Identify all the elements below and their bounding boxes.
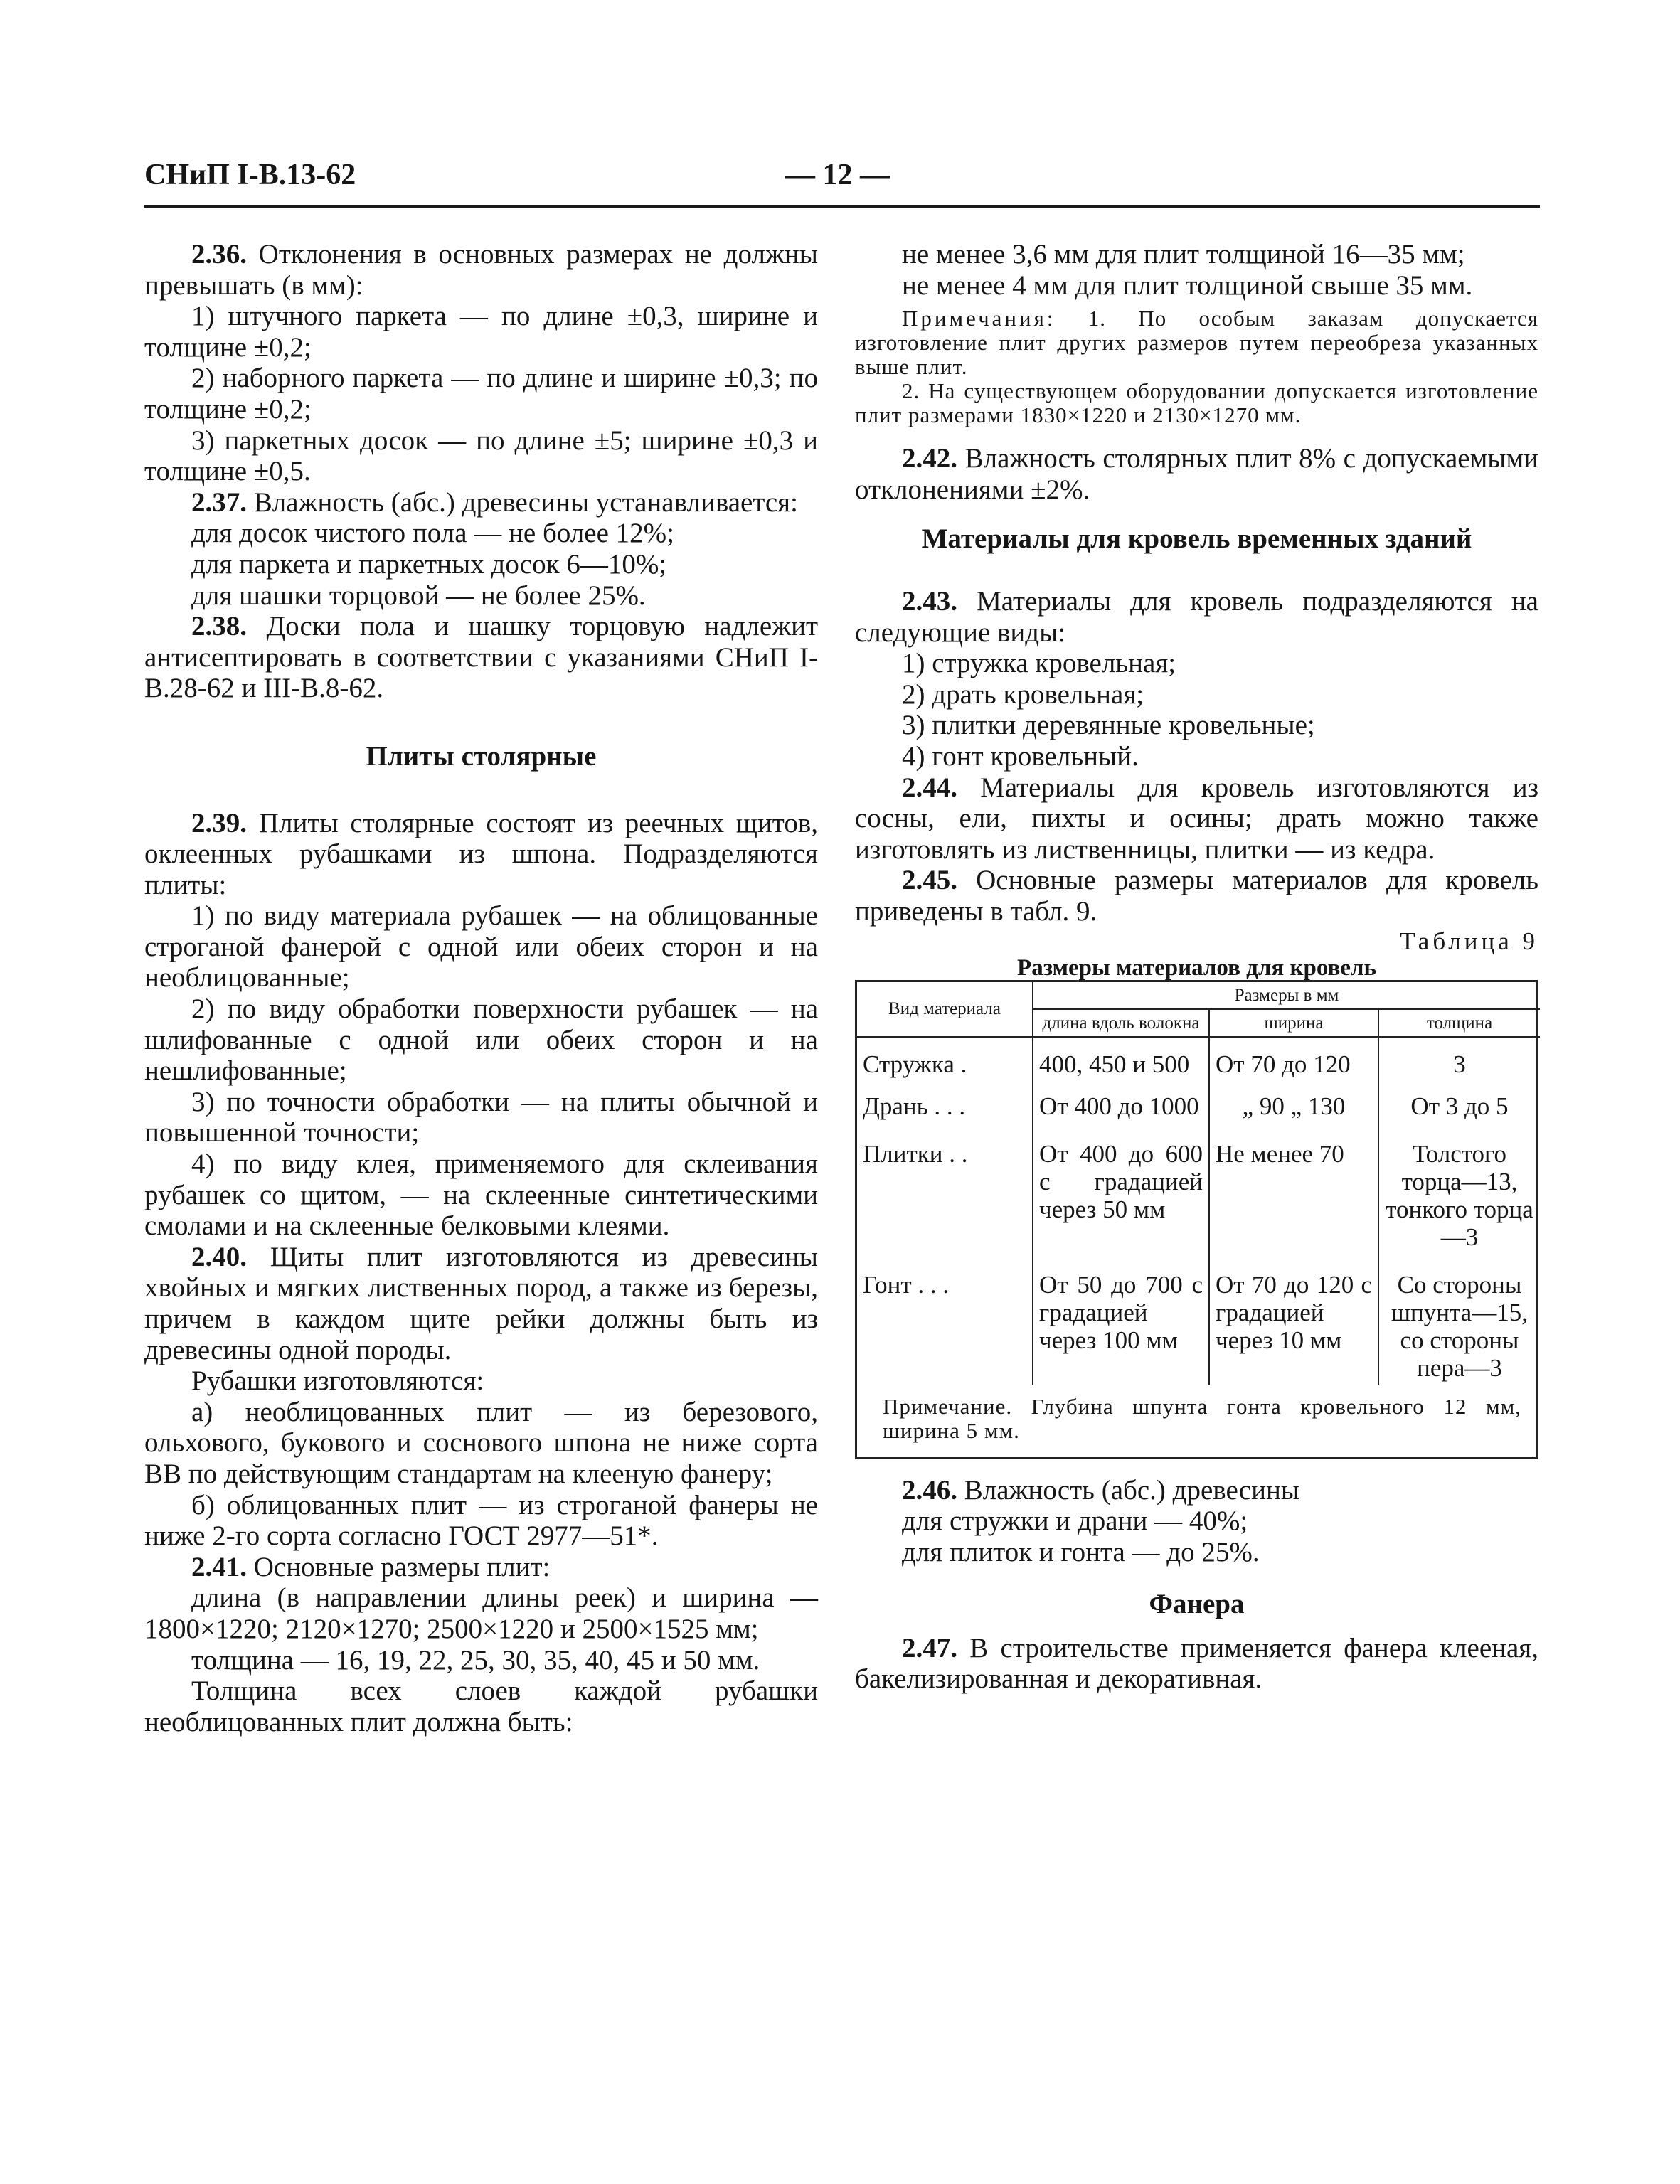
clause-number: 2.41. <box>191 1551 247 1582</box>
paragraph-text: Отклонения в основных размерах не должны превышать (в мм): <box>144 239 818 301</box>
left-column <box>144 239 818 1737</box>
header-dlina: длина вдоль волокна <box>1033 1009 1209 1037</box>
clause-number: 2.47. <box>902 1632 957 1663</box>
list-item: для стружки и драни — 40%; <box>902 1506 1248 1537</box>
header-razmery: Размеры в мм <box>1033 982 1540 1009</box>
paragraph-text: Щиты плит изготовляются из древесины хвойных и мягких лиственных пород, а также из березы, причем в каждом щите рейки должны быть из древесины одной породы. <box>144 1241 819 1365</box>
clause-number: 2.37. <box>191 486 247 518</box>
paragraph-text: Толщина всех слоев каждой рубашки необлицованных плит должна быть: <box>144 1676 818 1737</box>
list-item: 4) по виду клея, применяемого для склеивания рубашек со щитом, — на склеенные синтетическими смолами и на склеенные белковыми клеями. <box>144 1149 818 1242</box>
notes-block <box>855 307 1538 427</box>
table-9 <box>855 980 1538 1459</box>
cell-tolshina: 3 <box>1378 1037 1540 1081</box>
materials-table <box>857 982 1540 1385</box>
page-number: — 12 — <box>785 159 890 191</box>
list-item: б) облицованных плит — из строганой фанеры не ниже 2-го сорта согласно ГОСТ 2977—51*. <box>144 1489 818 1552</box>
clause-number: 2.44. <box>902 772 957 803</box>
list-item: для досок чистого пола — не более 12%; <box>191 518 674 549</box>
list-item: а) необлицованных плит — из березового, ольхового, букового и соснового шпона не ниже сорта ВВ по действующим стандартам на клееную фанеру; <box>144 1396 818 1489</box>
paragraph-2-40 <box>144 1242 818 1365</box>
list-item: 1) по виду материала рубашек — на облицованные строганой фанерой с одной или обеих сторон и на необлицованные; <box>144 900 818 994</box>
cell-name: Гонт . . . <box>863 1270 950 1299</box>
paragraph-text: Основные размеры материалов для кровель приведены в табл. 9. <box>855 865 1539 927</box>
cell-tolshina: Толстого торца—13, тонкого торца—3 <box>1378 1123 1540 1254</box>
table-note: Примечание. Глубина шпунта гонта кровельного 12 мм, ширина 5 мм. <box>883 1393 1521 1443</box>
clause-number: 2.43. <box>902 585 957 617</box>
list-item: 3) по точности обработки — на плиты обычной и повышенной точности; <box>144 1086 818 1149</box>
clause-number: 2.45. <box>902 865 957 896</box>
list-item: 2) драть кровельная; <box>902 678 1144 710</box>
clause-number: 2.38. <box>191 611 247 642</box>
cell-name: Плитки . . <box>863 1139 968 1168</box>
paragraph-2-39 <box>144 808 818 901</box>
document-code: СНиП I-В.13-62 <box>144 159 356 191</box>
paragraph-2-47 <box>855 1633 1538 1695</box>
cell-shirina: От 70 до 120 с градацией через 10 мм <box>1209 1254 1378 1385</box>
table-title: Размеры материалов для кровель <box>1017 954 1376 981</box>
list-item: 2) наборного паркета — по длине и ширине ±0,3; по толщине ±0,2; <box>144 363 818 425</box>
note-2: 2. На существующем оборудовании допускается изготовление плит размерами 1830×1220 и 2130×1270 мм. <box>855 378 1538 428</box>
cell-shirina: От 70 до 120 <box>1209 1037 1378 1081</box>
paragraph-2-37 <box>144 487 818 518</box>
paragraph-2-46 <box>855 1475 1538 1506</box>
paragraph-2-43 <box>855 586 1538 648</box>
cell-dlina: От 50 до 700 с градацией через 100 мм <box>1033 1254 1209 1385</box>
paragraph-text: Плиты столярные состоят из реечных щитов, оклеенных рубашками из шпона. Подразделяются плиты: <box>144 807 818 900</box>
paragraph-text: Материалы для кровель изготовляются из сосны, ели, пихты и осины; драть можно также изготовлять из лиственницы, плитки — из кедра. <box>855 772 1538 865</box>
paragraph-2-41 <box>144 1552 818 1583</box>
paragraph-text: В строительстве применяется фанера клееная, бакелизированная и декоративная. <box>855 1632 1538 1695</box>
table-row <box>857 1123 1540 1254</box>
paragraph-text: Доски пола и шашку торцовую надлежит антисептировать в соответствии с указаниями СНиП I-В.28-62 и III-В.8-62. <box>144 611 819 704</box>
list-item: 1) штучного паркета — по длине ±0,3, ширине и толщине ±0,2; <box>144 301 818 363</box>
list-item: не менее 3,6 мм для плит толщиной 16—35 мм; <box>902 239 1465 270</box>
cell-tolshina: От 3 до 5 <box>1378 1081 1540 1123</box>
table-row <box>857 1037 1540 1081</box>
cell-shirina: Не менее 70 <box>1209 1123 1378 1254</box>
list-item: для плиток и гонта — до 25%. <box>902 1536 1260 1567</box>
header-shirina: ширина <box>1209 1009 1378 1037</box>
cell-dlina: 400, 450 и 500 <box>1033 1037 1209 1081</box>
table-caption: Таблица 9 <box>1400 927 1538 955</box>
clause-number: 2.36. <box>191 239 247 270</box>
section-heading-krovli: Материалы для кровель временных зданий <box>921 523 1472 555</box>
paragraph-2-44 <box>855 772 1538 865</box>
cell-name: Дрань . . . <box>863 1092 966 1120</box>
table-row <box>857 1081 1540 1123</box>
paragraph-text: Влажность (абс.) древесины <box>964 1474 1300 1506</box>
list-item: 2) по виду обработки поверхности рубашек — на шлифованные с одной или обеих сторон и на нешлифованные; <box>144 994 818 1087</box>
list-item: 4) гонт кровельный. <box>902 740 1139 772</box>
list-item: 3) плитки деревянные кровельные; <box>902 710 1315 741</box>
cell-dlina: От 400 до 600 с градацией через 50 мм <box>1033 1123 1209 1254</box>
cell-name: Стружка . <box>863 1050 967 1078</box>
header-tolshina: толщина <box>1378 1009 1540 1037</box>
paragraph-text: Материалы для кровель подразделяются на следующие виды: <box>855 585 1538 648</box>
table-header-row <box>857 982 1540 1009</box>
note-1 <box>855 307 1538 379</box>
paragraph-2-42 <box>855 443 1538 505</box>
clause-number: 2.39. <box>191 807 247 838</box>
list-item: длина (в направлении длины реек) и ширина — 1800×1220; 2120×1270; 2500×1220 и 2500×1525 мм; <box>144 1582 818 1644</box>
cell-dlina: От 400 до 1000 <box>1033 1081 1209 1123</box>
right-column <box>855 239 1538 1695</box>
paragraph-text: Рубашки изготовляются: <box>191 1365 484 1397</box>
note-text: 1. По особым заказам допускается изготовление плит других размеров путем переобреза указанных выше плит. <box>855 306 1538 380</box>
section-heading-plity: Плиты столярные <box>366 740 597 772</box>
list-item: 1) стружка кровельная; <box>902 648 1176 679</box>
clause-number: 2.40. <box>191 1241 247 1272</box>
paragraph-2-45 <box>855 865 1538 927</box>
list-item: для паркета и паркетных досок 6—10%; <box>191 548 667 580</box>
list-item: для шашки торцовой — не более 25%. <box>191 580 646 611</box>
clause-number: 2.42. <box>902 443 957 474</box>
notes-label: Примечания: <box>902 306 1056 331</box>
paragraph-text: Влажность (абс.) древесины устанавливается: <box>253 486 798 518</box>
cell-shirina: „ 90 „ 130 <box>1209 1081 1378 1123</box>
paragraph-2-38 <box>144 611 818 704</box>
paragraph-2-36 <box>144 239 818 301</box>
paragraph-text: Влажность столярных плит 8% с допускаемыми отклонениями ±2%. <box>855 443 1539 505</box>
header-vid: Вид материала <box>857 982 1033 1037</box>
paragraph-text: Основные размеры плит: <box>253 1551 551 1582</box>
table-row <box>857 1254 1540 1385</box>
list-item: толщина — 16, 19, 22, 25, 30, 35, 40, 45 и 50 мм. <box>191 1644 760 1676</box>
list-item: не менее 4 мм для плит толщиной свыше 35 мм. <box>902 270 1473 301</box>
section-heading-fanera: Фанера <box>1149 1589 1245 1620</box>
clause-number: 2.46. <box>902 1474 957 1506</box>
cell-tolshina: Со стороны шпунта—15, со стороны пера—3 <box>1378 1254 1540 1385</box>
list-item: 3) паркетных досок — по длине ±5; ширине ±0,3 и толщине ±0,5. <box>144 425 818 487</box>
header-rule <box>144 205 1540 208</box>
